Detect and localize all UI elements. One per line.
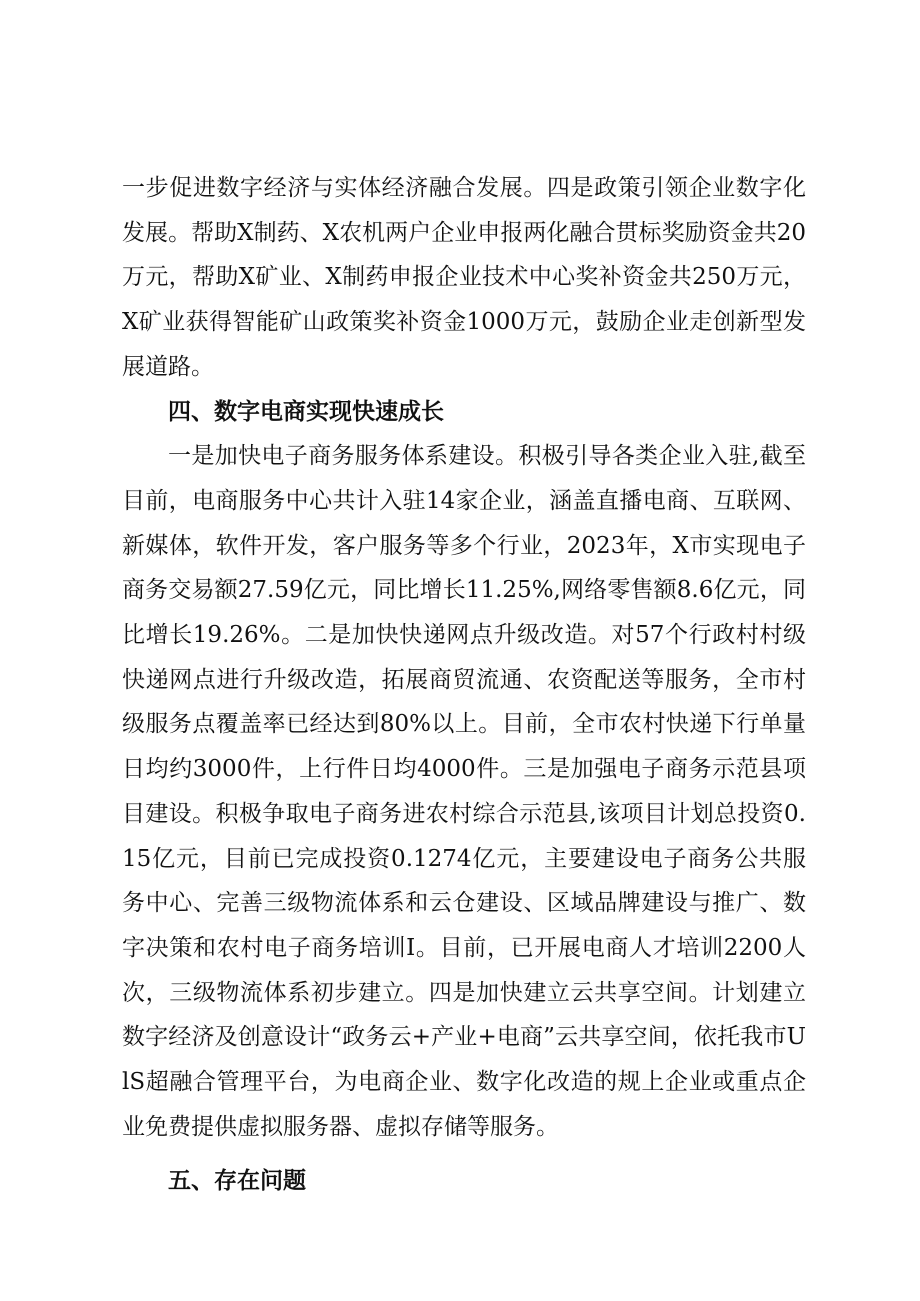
section-heading-existing-problems: 五、存在问题 xyxy=(168,1168,306,1195)
document-body xyxy=(122,166,806,1204)
paragraph-continued: 一步促进数字经济与实体经济融合发展。四是政策引领企业数字化发展。帮助X制药、X农机两户企业申报两化融合贯标奖励资金共20万元，帮助X矿业、X制药申报企业技术中心奖补资金共250万元，X矿业获得智能矿山政策奖补资金1000万元，鼓励企业走创新型发展道路。 xyxy=(122,175,806,380)
section-heading-digital-ecommerce: 四、数字电商实现快速成长 xyxy=(168,398,444,425)
paragraph-ecommerce-details: 一是加快电子商务服务体系建设。积极引导各类企业入驻,截至目前，电商服务中心共计入驻14家企业，涵盖直播电商、互联网、新媒体，软件开发，客户服务等多个行业，2023年，X市实现电子商务交易额27.59亿元，同比增长11.25%,网络零售额8.6亿元，同比增长19.26%。二是加快快递网点升级改造。对57个行政村村级快递网点进行升级改造，拓展商贸流通、农资配送等服务，全市村级服务点覆盖率已经达到80%以上。目前，全市农村快递下行单量日均约3000件，上行件日均4000件。三是加强电子商务示范县项目建设。积极争取电子商务进农村综合示范县,该项目计划总投资0.15亿元，目前已完成投资0.1274亿元，主要建设电子商务公共服务中心、完善三级物流体系和云仓建设、区域品牌建设与推广、数字决策和农村电子商务培训I。目前，已开展电商人才培训2200人次，三级物流体系初步建立。四是加快建立云共享空间。计划建立数字经济及创意设计“政务云+产业+电商”云共享空间，依托我市UlS超融合管理平台，为电商企业、数字化改造的规上企业或重点企业免费提供虚拟服务器、虚拟存储等服务。 xyxy=(122,443,806,1140)
